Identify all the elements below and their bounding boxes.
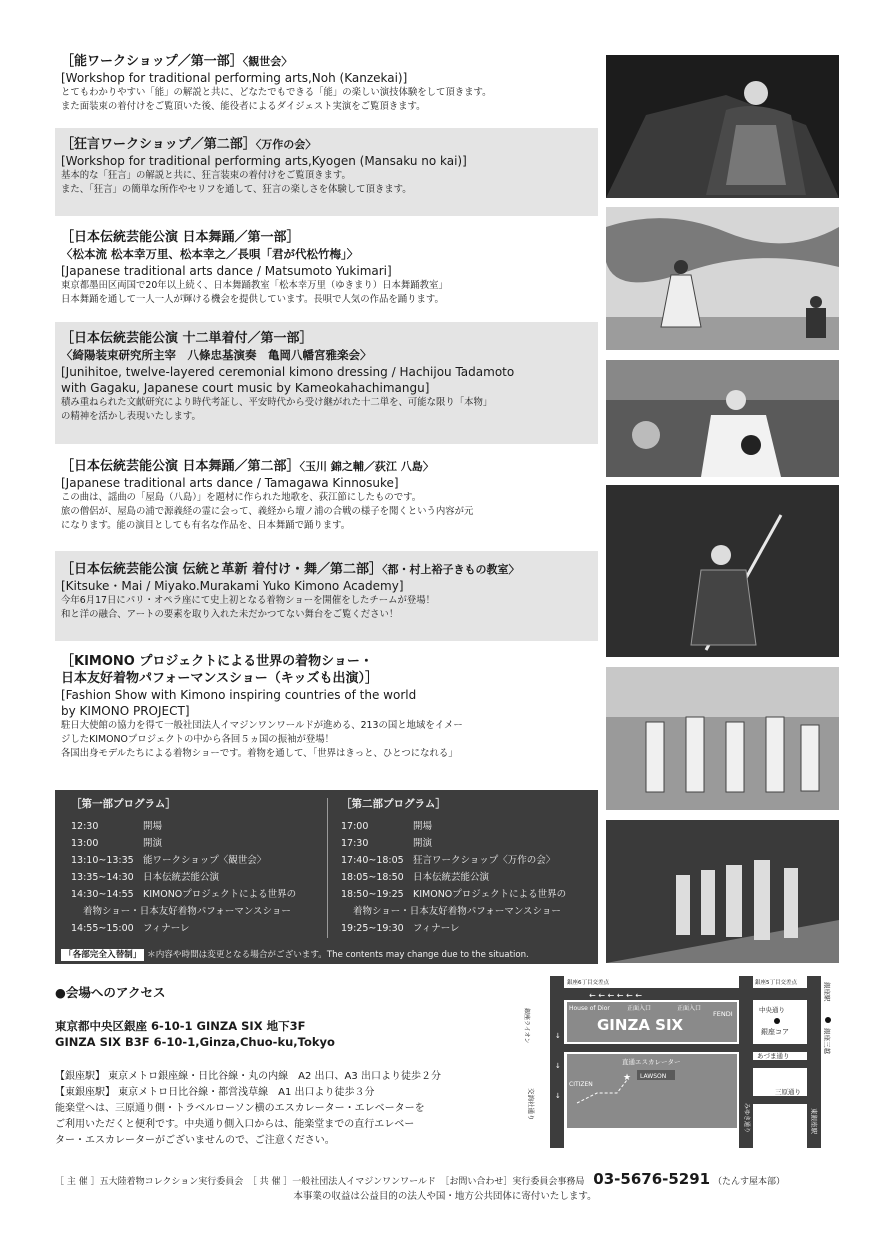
access-line: ター・エスカレーターがございませんので、ご注意ください。 [55, 1135, 335, 1146]
program-note [55, 946, 598, 964]
azuma-dori-label: あづま通り [757, 1052, 790, 1060]
section-english: [Workshop for traditional performing arts,Noh (Kanzekai)] [61, 71, 408, 85]
miyuki-dori-label: みゆき通り [743, 1103, 750, 1134]
section-desc: この曲は、謡曲の「屋島（八島）」を題材に作られた地歌を、荻江節にしたものです。 [61, 492, 422, 503]
section-title: ［日本伝統芸能公演 伝統と革新 着付け・舞／第二部］〈都・村上裕子きもの教室〉 [61, 562, 520, 577]
venue-label: GINZA SIX [597, 1016, 684, 1034]
section-english: [Japanese traditional arts dance / Tamagawa Kinnosuke] [61, 476, 399, 490]
program-row: 18:50~19:25 KIMONOプロジェクトによる世界の [341, 889, 567, 900]
higashi-ginza-label: 東銀座駅 [810, 1108, 818, 1134]
program-row: 19:25~19:30 フィナーレ [341, 923, 460, 934]
section-english: [Workshop for traditional performing arts,Kyogen (Mansaku no kai)] [61, 154, 467, 168]
section-subtitle: 〈綺陽装束研究所主宰 八條忠基演奏 亀岡八幡宮雅楽会〉 [61, 348, 372, 362]
access-map [517, 968, 839, 1152]
intersection-label: 銀座5丁目交差点 [755, 980, 797, 986]
section-kyogen-workshop [55, 128, 598, 216]
access-line: 【東銀座駅】 東京メトロ日比谷線・都営浅草線 A1 出口より徒歩３分 [55, 1087, 375, 1098]
section-title: ［KIMONO プロジェクトによる世界の着物ショー・ [61, 654, 373, 669]
program-row: 18:05~18:50 日本伝統芸能公演 [341, 872, 490, 883]
lawson-label: LAWSON [640, 1073, 667, 1080]
program-row: 着物ショー・日本友好着物パフォーマンスショー [353, 906, 561, 917]
venue-star-icon: ★ [623, 1073, 632, 1083]
entrance-label: 正面入口 [627, 1005, 652, 1012]
address-en: GINZA SIX B3F 6-10-1,Ginza,Chuo-ku,Tokyo [55, 1035, 335, 1049]
dior-label: House of Dior [569, 1005, 610, 1012]
section-title: ［狂言ワークショップ／第二部］〈万作の会〉 [61, 137, 317, 152]
section-noh-workshop [55, 50, 598, 126]
section-desc: 駐日大使館の協力を得て一般社団法人イマジンワンワールドが進める、213の国と地域をイメー [61, 720, 463, 731]
section-desc: になります。能の演目としても有名な作品を、日本舞踊で踊ります。 [61, 520, 351, 531]
section-title: ［日本伝統芸能公演 日本舞踊／第一部］ [61, 230, 300, 245]
dance-photo [606, 207, 839, 350]
section-desc: 日本舞踊を通して一人一人が輝ける機会を提供しています。長唄で人気の作品を踊ります。 [61, 294, 444, 305]
route-arrows: ← ← ← ← ← ← [589, 991, 642, 1000]
section-title-2: 日本友好着物パフォーマンスショー（キッズも出演）］ [61, 671, 378, 686]
access-heading: ●会場へのアクセス [55, 985, 166, 1000]
escalator-label: 直通エスカレーター [622, 1058, 681, 1066]
kojunsha-dori-label: 交詢社通り [527, 1088, 535, 1121]
access-line: ご利用いただくと便利です。中央通り側入口からは、能楽堂までの直行エレベー [55, 1119, 415, 1130]
program-row: 着物ショー・日本友好着物パフォーマンスショー [83, 906, 291, 917]
ginza-lion-label: 銀座ライオン [523, 1008, 530, 1044]
section-desc: とてもわかりやすい「能」の解説と共に、どなたでもできる「能」の楽しい演技体験をして頂きます。 [61, 87, 492, 98]
ginza-station-label: 銀座駅 [823, 982, 831, 1002]
section-desc: 和と洋の融合、アートの要素を取り入れた未だかつてない舞台をご覧ください！ [61, 609, 399, 620]
program-row: 13:00 開演 [71, 838, 163, 849]
mitsukoshi-label: 銀座三越 [823, 1028, 831, 1054]
change-notice: ＊内容や時間は変更となる場合がございます。The contents may change due to the situation. [147, 950, 529, 960]
access-line: 【銀座駅】 東京メトロ銀座線・日比谷線・丸の内線 A2 出口、A3 出口より徒歩２分 [55, 1071, 441, 1082]
noh-photo [606, 55, 839, 198]
junihitoe-photo [606, 360, 839, 477]
route-arrows: ↓ [555, 1032, 561, 1040]
route-arrows: ↓ [555, 1062, 561, 1070]
phone-note: （たんす屋本部） [712, 1177, 785, 1187]
program-heading: ［第二部プログラム］ [341, 798, 446, 810]
section-kitsuke-mai [55, 551, 598, 641]
section-subtitle: 〈松本流 松本幸万里、松本幸之／長唄「君が代松竹梅」〉 [61, 247, 359, 261]
footer-organizer [55, 1170, 840, 1188]
program-row: 14:55~15:00 フィナーレ [71, 923, 190, 934]
section-kimono-show [55, 650, 598, 780]
section-desc: 各国出身モデルたちによる着物ショーです。着物を通して、「世界はきっと、ひとつになれる」 [61, 748, 458, 759]
program-row: 17:00 開場 [341, 821, 433, 832]
program-row: 13:10~13:35 能ワークショップ〈観世会〉 [71, 855, 267, 866]
section-desc: 積み重ねられた文献研究により時代考証し、平安時代から受け継がれた十二単を、可能な限り「本物」 [61, 397, 493, 408]
section-title: ［日本伝統芸能公演 日本舞踊／第二部］〈玉川 錦之輔／荻江 八島〉 [61, 459, 434, 474]
access-line: 能楽堂へは、三原通り側・トラベルローソン横のエスカレーター・エレベーターを [55, 1103, 425, 1114]
section-english: with Gagaku, Japanese court music by Kameokahachimangu] [61, 381, 430, 395]
replacement-badge: 「各部完全入替制」 [61, 949, 144, 961]
route-arrows: ↓ [555, 1092, 561, 1100]
program-row: 17:40~18:05 狂言ワークショップ〈万作の会〉 [341, 855, 556, 866]
section-english: [Japanese traditional arts dance / Matsumoto Yukimari] [61, 264, 392, 278]
ginza-core-label: 銀座コア [761, 1028, 789, 1036]
citizen-label: CITIZEN [569, 1081, 593, 1088]
section-dance-part2 [55, 455, 598, 547]
mihara-dori-label: 三原通り [775, 1088, 801, 1096]
section-desc: 旅の僧侶が、屋島の浦で源義経の霊に会って、義経から壇ノ浦の合戦の様子を聞くという内容が元 [61, 506, 474, 517]
program-row: 12:30 開場 [71, 821, 163, 832]
organizer-text: ［ 主 催 ］五大陸着物コレクション実行委員会 ［ 共 催 ］一般社団法人イマジンワンワールド ［お問い合わせ］実行委員会事務局 [55, 1177, 585, 1187]
program-row: 17:30 開演 [341, 838, 433, 849]
program-panel [55, 790, 598, 946]
program-row: 13:35~14:30 日本伝統芸能公演 [71, 872, 220, 883]
proceeds-note: 本事業の収益は公益目的の法人や国・地方公共団体に寄付いたします。 [293, 1191, 597, 1202]
section-english: [Kitsuke・Mai / Miyako.Murakami Yuko Kimono Academy] [61, 579, 404, 593]
section-english: [Junihitoe, twelve-layered ceremonial kimono dressing / Hachijou Tadamoto [61, 365, 515, 379]
intersection-label: 銀座6丁目交差点 [567, 980, 609, 986]
program-heading: ［第一部プログラム］ [71, 798, 176, 810]
runway-photo [606, 667, 839, 810]
section-desc: また、「狂言」の簡単な所作やセリフを通して、狂言の楽しさを体験して頂きます。 [61, 184, 412, 195]
section-desc: 基本的な「狂言」の解説と共に、狂言装束の着付けをご覧頂きます。 [61, 170, 351, 181]
kimono-dance-photo [606, 485, 839, 657]
kids-show-photo [606, 820, 839, 963]
program-row: 14:30~14:55 KIMONOプロジェクトによる世界の [71, 889, 297, 900]
section-desc: 今年6月17日にパリ・オペラ座にて史上初となる着物ショーを開催をしたチームが登場！ [61, 595, 435, 606]
section-title: ［日本伝統芸能公演 十二単着付／第一部］ [61, 331, 313, 346]
section-desc: の精神を活かし表現いたします。 [61, 411, 201, 422]
section-desc: 東京都墨田区両国で20年以上続く、日本舞踊教室「松本幸万里（ゆきまり）日本舞踊教室」 [61, 280, 448, 291]
fendi-label: FENDI [713, 1010, 733, 1018]
section-desc: ジしたKIMONOプロジェクトの中から各回５ヵ国の振袖が登場！ [61, 734, 334, 745]
section-junihitoe [55, 322, 598, 444]
section-english: by KIMONO PROJECT] [61, 704, 190, 718]
section-dance-part1 [55, 226, 598, 318]
entrance-label: 正面入口 [677, 1005, 702, 1012]
section-english: [Fashion Show with Kimono inspiring countries of the world [61, 688, 417, 702]
section-title: ［能ワークショップ／第一部］〈観世会〉 [61, 54, 293, 69]
chuo-dori-label: 中央通り [759, 1006, 785, 1014]
section-desc: また面装束の着付けをご覧頂いた後、能役者によるダイジェスト実演をご覧頂きます。 [61, 101, 426, 112]
address-jp: 東京都中央区銀座 6-10-1 GINZA SIX 地下3F [55, 1019, 306, 1033]
program-divider [327, 798, 328, 938]
contact-phone[interactable]: 03-5676-5291 [593, 1170, 711, 1188]
